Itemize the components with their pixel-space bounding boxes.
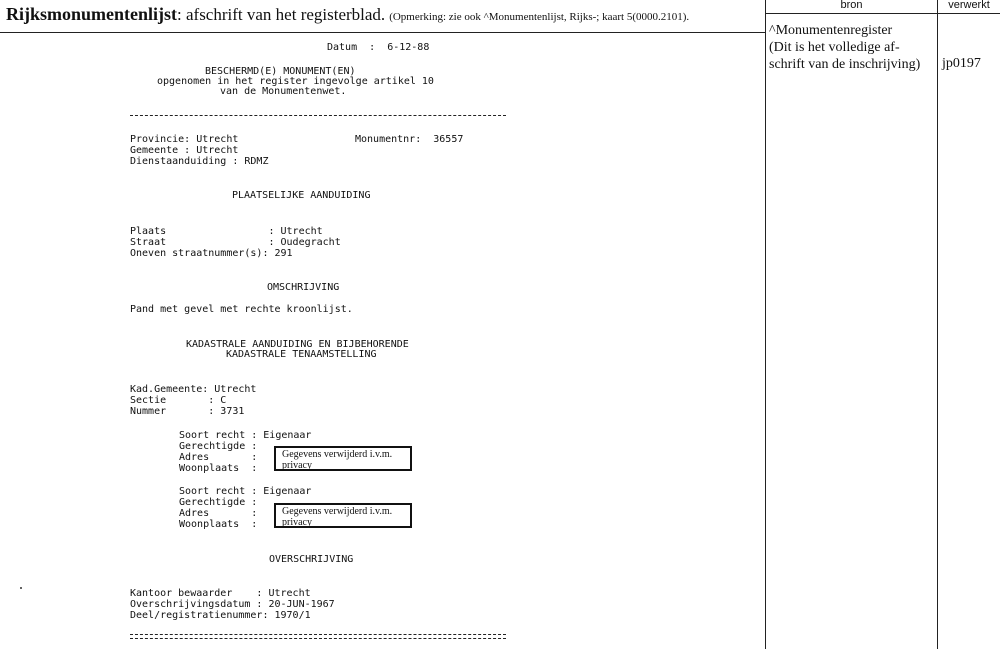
redaction-text: Gegevens verwijderd i.v.m. [282,506,393,517]
adres-field: Adres : [179,508,258,519]
header-title: Rijksmonumentenlijst [6,4,178,24]
column-divider-bron [765,0,766,649]
bron-line: ^Monumentenregister [769,23,893,38]
straat-field: Straat : Oudegracht [130,237,341,248]
page-header [6,4,689,25]
gerechtigde-field: Gerechtigde : [179,497,258,508]
woonplaats-field: Woonplaats : [179,463,258,474]
bron-cell [769,22,937,73]
dienstaanduiding-field: Dienstaanduiding : RDMZ [130,156,269,167]
monumentnr-field: Monumentnr: 36557 [355,134,464,145]
document-heading: opgenomen in het register ingevolge artikel 10 [157,76,434,87]
dashed-divider [130,115,506,116]
privacy-redaction-box [274,446,412,471]
section-heading-omschrijving: OMSCHRIJVING [267,282,340,293]
deel-field: Deel/registratienummer: 1970/1 [130,610,311,621]
redaction-text: privacy [282,460,312,471]
column-header-rule [765,13,1000,14]
provincie-field: Provincie: Utrecht [130,134,239,145]
gerechtigde-field: Gerechtigde : [179,441,258,452]
soort-recht-field: Soort recht : Eigenaar [179,430,312,441]
document-heading: BESCHERMD(E) MONUMENT(EN) [205,66,356,77]
soort-recht-field: Soort recht : Eigenaar [179,486,312,497]
verwerkt-cell: jp0197 [942,56,981,71]
scan-speck [20,587,22,589]
bron-line: (Dit is het volledige af- [769,40,900,55]
privacy-redaction-box [274,503,412,528]
adres-field: Adres : [179,452,258,463]
plaats-field: Plaats : Utrecht [130,226,323,237]
column-header-bron: bron [840,0,863,11]
redaction-text: privacy [282,517,312,528]
column-divider-verwerkt [937,0,938,649]
section-heading-kadastraal: KADASTRALE TENAAMSTELLING [226,349,377,360]
gemeente-field: Gemeente : Utrecht [130,145,239,156]
section-heading-kadastraal: KADASTRALE AANDUIDING EN BIJBEHORENDE [186,339,409,350]
woonplaats-field: Woonplaats : [179,519,258,530]
bron-line: schrift van de inschrijving) [769,57,921,72]
sectie-field: Sectie : C [130,395,227,406]
header-title-rest: : afschrift van het registerblad. [177,5,386,24]
double-dashed-divider [130,634,506,639]
overschrijvingsdatum-field: Overschrijvingsdatum : 20-JUN-1967 [130,599,335,610]
redaction-text: Gegevens verwijderd i.v.m. [282,449,393,460]
header-rule [0,32,765,33]
straatnummer-field: Oneven straatnummer(s): 291 [130,248,293,259]
omschrijving-text: Pand met gevel met rechte kroonlijst. [130,304,353,315]
document-heading: van de Monumentenwet. [220,86,347,97]
section-heading-plaats: PLAATSELIJKE AANDUIDING [232,190,371,201]
section-heading-overschrijving: OVERSCHRIJVING [269,554,354,565]
kantoor-field: Kantoor bewaarder : Utrecht [130,588,311,599]
column-header-verwerkt: verwerkt [948,0,990,11]
nummer-field: Nummer : 3731 [130,406,245,417]
kad-gemeente-field: Kad.Gemeente: Utrecht [130,384,257,395]
document-date: Datum : 6-12-88 [327,42,430,53]
header-note: (Opmerking: zie ook ^Monumentenlijst, Rijks-; kaart 5(0000.2101). [389,11,690,23]
